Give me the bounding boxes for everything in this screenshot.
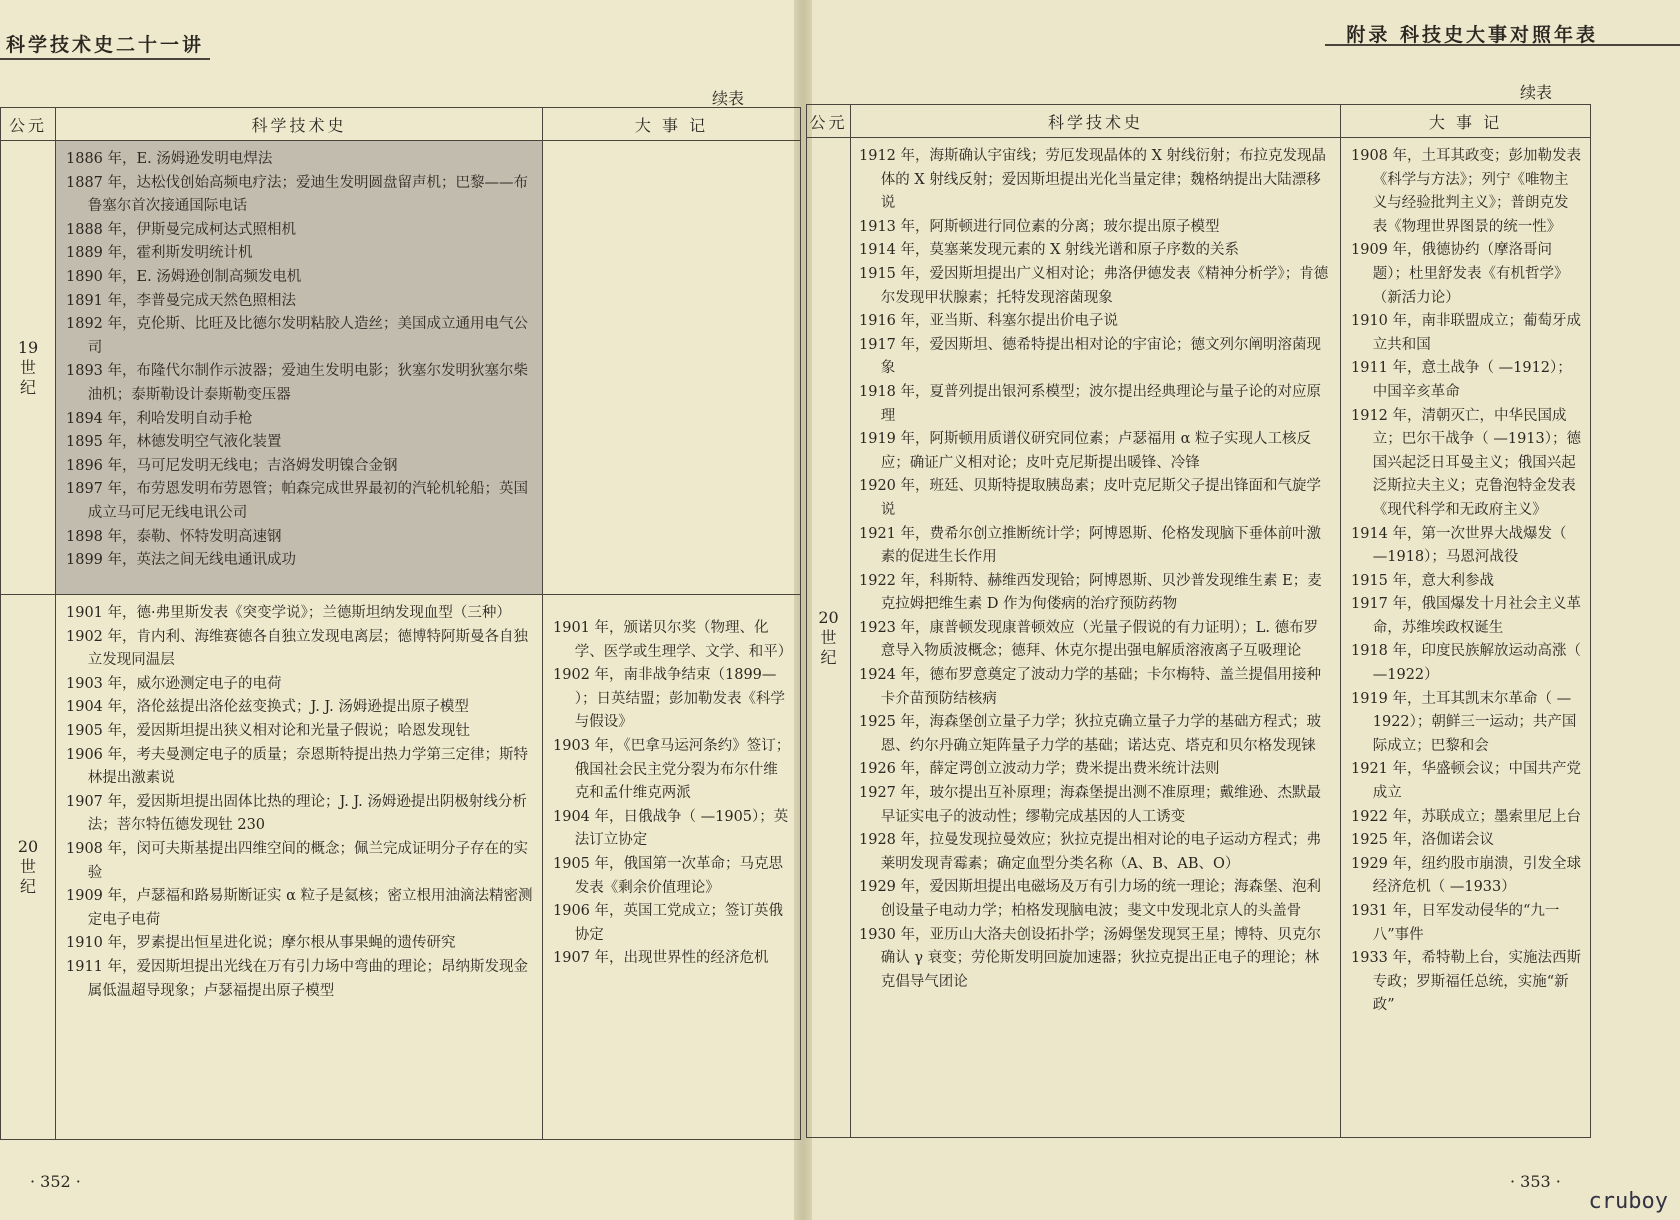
event-entry: 1931 年，日军发动侵华的“九一八”事件 xyxy=(1351,903,1560,943)
era-label-char: 纪 xyxy=(19,377,36,397)
event-entry: 1919 年，土耳其凯末尔革命（ —1922）；朝鲜三一运动；共产国际成立；巴黎和会 xyxy=(1351,690,1577,754)
header-era: 公元 xyxy=(807,105,851,138)
science-entry: 1922 年，科斯特、赫维西发现铪；阿博恩斯、贝沙普发现维生素 E；麦克拉姆把维生素 D 作为佝偻病的治疗预防药物 xyxy=(859,572,1322,613)
science-entry: 1918 年，夏普列提出银河系模型；波尔提出经典理论与量子论的对应原理 xyxy=(859,383,1322,424)
science-entry: 1913 年，阿斯顿进行同位素的分离；玻尔提出原子模型 xyxy=(859,218,1220,235)
left-timeline-table xyxy=(0,107,801,1140)
science-entry: 1891 年，李普曼完成天然色照相法 xyxy=(66,292,297,309)
event-entry: 1933 年，希特勒上台，实施法西斯专政；罗斯福任总统，实施“新政” xyxy=(1351,950,1582,1014)
event-entry: 1917 年，俄国爆发十月社会主义革命，苏维埃政权诞生 xyxy=(1351,596,1582,636)
event-entry: 1911 年，意土战争（ —1912）；中国辛亥革命 xyxy=(1351,360,1572,400)
science-entry: 1908 年，闵可夫斯基提出四维空间的概念；佩兰完成证明分子存在的实验 xyxy=(66,840,529,881)
science-entry: 1895 年，林德发明空气液化装置 xyxy=(66,434,282,451)
science-entry: 1910 年，罗素提出恒星进化说；摩尔根从事果蝇的遗传研究 xyxy=(66,935,456,952)
era-20th-century xyxy=(1,595,56,1140)
header-events: 大 事 记 xyxy=(543,108,801,141)
event-entry: 1922 年，苏联成立；墨索里尼上台 xyxy=(1351,808,1582,825)
era-label-char: 20 xyxy=(17,837,39,856)
science-entry: 1909 年，卢瑟福和路易斯断证实 α 粒子是氦核；密立根用油滴法精密测定电子电荷 xyxy=(66,888,533,928)
science-entry: 1903 年，威尔逊测定电子的电荷 xyxy=(66,675,282,692)
science-entry: 1898 年，泰勒、怀特发明高速钢 xyxy=(66,528,282,545)
event-entry: 1903 年，《巴拿马运河条约》签订；俄国社会民主党分裂为布尔什维克和孟什维克两派 xyxy=(553,737,791,802)
science-entry: 1920 年，班廷、贝斯特提取胰岛素；皮叶克尼斯父子提出锋面和气旋学说 xyxy=(859,478,1322,518)
left-running-head: 科学技术史二十一讲 xyxy=(6,34,205,56)
event-entry: 1907 年，出现世界性的经济危机 xyxy=(553,950,769,967)
event-entry: 1915 年，意大利参战 xyxy=(1351,572,1495,589)
science-entry: 1916 年，亚当斯、科塞尔提出价电子说 xyxy=(859,313,1119,330)
science-entry: 1919 年，阿斯顿用质谱仪研究同位素；卢瑟福用 α 粒子实现人工核反应；确证广义相对论；皮叶克尼斯提出暖锋、冷锋 xyxy=(859,431,1312,471)
science-entry: 1927 年，玻尔提出互补原理；海森堡提出测不准原理；戴维逊、杰默最早证实电子的波动性；缪勒完成基因的人工诱变 xyxy=(859,785,1322,825)
event-entry: 1912 年，清朝灭亡，中华民国成立；巴尔干战争（ —1913）；德国兴起泛日耳曼主义；俄国兴起泛斯拉夫主义；克鲁泡特金发表《现代科学和无政府主义》 xyxy=(1351,407,1582,518)
era-20th-century xyxy=(807,138,851,1138)
event-entry: 1908 年，土耳其政变；彭加勒发表《科学与方法》；列宁《唯物主义与经验批判主义》；普朗克发表《物理世界图景的统一性》 xyxy=(1351,148,1582,235)
science-entry: 1914 年，莫塞莱发现元素的 X 射线光谱和原子序数的关系 xyxy=(859,242,1240,259)
era-label-char: 19 xyxy=(17,337,39,357)
science-cell xyxy=(851,138,1341,1138)
right-timeline-table xyxy=(806,104,1591,1138)
era-label-char: 纪 xyxy=(19,877,36,896)
right-continued-label: 续表 xyxy=(1520,83,1553,102)
header-events: 大 事 记 xyxy=(1341,105,1591,138)
science-entry: 1886 年，E. 汤姆逊发明电焊法 xyxy=(66,151,273,167)
science-entry: 1892 年，克伦斯、比旺及比德尔发明粘胶人造丝；美国成立通用电气公司 xyxy=(66,316,529,356)
science-entry: 1906 年，考夫曼测定电子的质量；奈恩斯特提出热力学第三定律；斯特林提出激素说 xyxy=(66,746,529,787)
left-page-number: · 352 · xyxy=(30,1172,81,1191)
science-entry: 1907 年，爱因斯坦提出固体比热的理论；J. J. 汤姆逊提出阴极射线分析法；菩尔特伍德发现钍 230 xyxy=(66,793,527,834)
science-entry: 1896 年，马可尼发明无线电；吉洛姆发明镍合金钢 xyxy=(66,457,398,474)
event-entry: 1906 年，英国工党成立；签订英俄协定 xyxy=(553,903,784,943)
science-entry: 1888 年，伊斯曼完成柯达式照相机 xyxy=(66,221,297,238)
event-entry: 1914 年，第一次世界大战爆发（ —1918）；马恩河战役 xyxy=(1351,525,1567,566)
era-label-char: 世 xyxy=(820,627,837,647)
right-running-head: 附录 科技史大事对照年表 xyxy=(1346,24,1598,46)
science-entry: 1890 年，E. 汤姆逊创制高频发电机 xyxy=(66,268,302,285)
science-entry: 1924 年，德布罗意奠定了波动力学的基础；卡尔梅特、盖兰提倡用接种卡介苗预防结核病 xyxy=(859,667,1322,707)
event-entry: 1905 年，俄国第一次革命；马克思发表《剩余价值理论》 xyxy=(553,855,784,896)
science-entry: 1929 年，爱因斯坦提出电磁场及万有引力场的统一理论；海森堡、泡利创设量子电动力学；柏格发现脑电波；斐文中发现北京人的头盖骨 xyxy=(859,879,1322,919)
science-entry: 1923 年，康普顿发现康普顿效应（光量子假说的有力证明）；L. 德布罗意导入物质波概念；德拜、休克尔提出强电解质溶液离子互吸理论 xyxy=(859,619,1319,660)
event-entry: 1910 年，南非联盟成立；葡萄牙成立共和国 xyxy=(1351,313,1582,353)
right-head-rule xyxy=(1325,44,1680,46)
science-entry: 1889 年，霍利斯发明统计机 xyxy=(66,245,253,262)
left-continued-label: 续表 xyxy=(712,89,745,108)
era-19th-century xyxy=(1,141,56,595)
science-entry: 1899 年，英法之间无线电通讯成功 xyxy=(66,552,297,569)
science-entry: 1911 年，爱因斯坦提出光线在万有引力场中弯曲的理论；昂纳斯发现金属低温超导现象；卢瑟福提出原子模型 xyxy=(66,958,529,999)
era-label-char: 世 xyxy=(19,857,36,876)
science-entry: 1926 年，薛定谔创立波动力学；费米提出费米统计法则 xyxy=(859,761,1220,778)
science-entry: 1897 年，布劳恩发明布劳恩管；帕森完成世界最初的汽轮机轮船；英国成立马可尼无线电讯公司 xyxy=(66,481,529,521)
watermark-text: cruboy xyxy=(1588,1189,1668,1214)
science-entry: 1928 年，拉曼发现拉曼效应；狄拉克提出相对论的电子运动方程式；弗莱明发现青霉素；确定血型分类名称（A、B、AB、O） xyxy=(859,832,1322,872)
science-entry: 1930 年，亚历山大洛夫创设拓扑学；汤姆堡发现冥王星；博特、贝克尔确认 γ 衰变；劳伦斯发明回旋加速器；狄拉克提出正电子的理论；林克倡导气团论 xyxy=(859,926,1322,990)
event-entry: 1904 年，日俄战争（ —1905）；英法订立协定 xyxy=(553,808,789,849)
events-cell-20th xyxy=(543,595,801,1140)
science-entry: 1887 年，达松伐创始高频电疗法；爱迪生发明圆盘留声机；巴黎——布鲁塞尔首次接通国际电话 xyxy=(66,174,529,215)
science-entry: 1893 年，布隆代尔制作示波器；爱迪生发明电影；狄塞尔发明狄塞尔柴油机；泰斯勒设计泰斯勒变压器 xyxy=(66,363,529,403)
science-cell-20th xyxy=(56,595,543,1140)
science-entry: 1915 年，爱因斯坦提出广义相对论；弗洛伊德发表《精神分析学》；肯德尔发现甲状腺素；托特发现溶菌现象 xyxy=(859,265,1329,306)
event-entry: 1909 年，俄德协约（摩洛哥问题）；杜里舒发表《有机哲学》（新活力论） xyxy=(1351,242,1569,306)
science-entry: 1912 年，海斯确认宇宙线；劳厄发现晶体的 X 射线衍射；布拉克发现晶体的 X 射线反射；爱因斯坦提出光化当量定律；魏格纳提出大陆漂移说 xyxy=(859,148,1327,212)
event-entry: 1918 年，印度民族解放运动高涨（ —1922） xyxy=(1351,643,1582,684)
science-entry: 1901 年，德·弗里斯发表《突变学说》；兰德斯坦纳发现血型（三种） xyxy=(66,605,511,621)
event-entry: 1925 年，洛伽诺会议 xyxy=(1351,832,1495,849)
event-entry: 1901 年，颁诺贝尔奖（物理、化学、医学或生理学、文学、和平） xyxy=(553,620,793,660)
events-cell-19th xyxy=(543,141,801,595)
era-label-char: 20 xyxy=(818,607,839,627)
left-head-rule xyxy=(0,58,210,60)
header-era: 公元 xyxy=(1,108,56,141)
science-entry: 1894 年，利哈发明自动手枪 xyxy=(66,410,253,427)
event-entry: 1921 年，华盛顿会议；中国共产党成立 xyxy=(1351,761,1582,802)
science-entry: 1925 年，海森堡创立量子力学；狄拉克确立量子力学的基础方程式；玻恩、约尔丹确立矩阵量子力学的基础；诺达克、塔克和贝尔格发现铼 xyxy=(859,714,1322,754)
science-entry: 1921 年，费希尔创立推断统计学；阿博恩斯、伦格发现脑下垂体前叶激素的促进生长作用 xyxy=(859,525,1322,566)
science-entry: 1902 年，肯内利、海维赛德各自独立发现电离层；德博特阿斯曼各自独立发现同温层 xyxy=(66,628,529,669)
science-entry: 1905 年，爱因斯坦提出狭义相对论和光量子假说；哈恩发现钍 xyxy=(66,722,471,739)
events-cell xyxy=(1341,138,1591,1138)
science-entry: 1917 年，爱因斯坦、德希特提出相对论的宇宙论；德文列尔阐明溶菌现象 xyxy=(859,336,1322,377)
science-entry: 1904 年，洛伦兹提出洛伦兹变换式；J. J. 汤姆逊提出原子模型 xyxy=(66,699,469,716)
event-entry: 1929 年，纽约股市崩溃，引发全球经济危机（ —1933） xyxy=(1351,855,1582,896)
header-science: 科学技术史 xyxy=(56,108,543,141)
era-label-char: 纪 xyxy=(820,647,837,667)
science-cell-19th xyxy=(56,141,543,595)
header-science: 科学技术史 xyxy=(851,105,1341,138)
event-entry: 1902 年，南非战争结束（1899— ）；日英结盟；彭加勒发表《科学与假设》 xyxy=(553,667,785,731)
era-label-char: 世 xyxy=(19,357,36,377)
right-page-number: · 353 · xyxy=(1510,1172,1561,1191)
